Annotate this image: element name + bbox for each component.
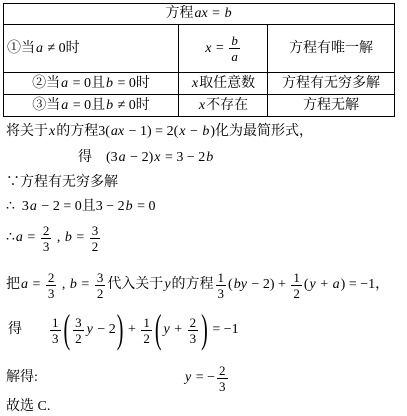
condition-text: = 0且	[69, 75, 105, 91]
variable-y: y	[86, 322, 93, 337]
result-text: 方程无解	[303, 97, 359, 113]
fraction-numerator: 3	[91, 222, 99, 238]
text-segment: =	[23, 230, 39, 245]
fraction	[41, 224, 52, 253]
table-header-row	[4, 4, 395, 25]
condition-cell	[4, 25, 179, 73]
variable-a: a	[332, 277, 340, 292]
variable-a: a	[29, 199, 37, 214]
fraction-numerator: 2	[47, 269, 55, 285]
text-segment: ,	[53, 230, 64, 245]
text-segment: (3	[106, 150, 118, 165]
fraction	[141, 316, 152, 345]
variable-a: a	[36, 40, 43, 56]
variable-y: y	[185, 370, 192, 385]
text-segment: =	[29, 277, 44, 292]
text-segment: 得	[8, 322, 22, 337]
fraction	[229, 34, 240, 63]
fraction	[90, 224, 101, 253]
result-cell	[268, 95, 395, 117]
variable-x: x	[205, 40, 212, 56]
variable-x: x	[179, 124, 186, 139]
variable-a: a	[15, 230, 23, 245]
text-segment: 把	[6, 277, 20, 292]
variable-x: x	[191, 75, 199, 91]
text-segment: −	[186, 124, 202, 139]
condition-text: ②当	[32, 75, 61, 91]
answer-text: 故选 C.	[6, 399, 51, 414]
fraction-numerator: 2	[219, 362, 226, 378]
text-segment: 的方程	[171, 277, 214, 292]
condition-text: ③当	[32, 97, 61, 113]
solution-line-1	[6, 122, 313, 142]
solution-line-3	[6, 173, 118, 193]
fraction-denominator: 3	[217, 285, 225, 301]
text-segment: = −1	[208, 322, 239, 337]
variable-b: b	[64, 230, 72, 245]
text-segment: =	[77, 277, 93, 292]
fraction-denominator: 3	[189, 330, 197, 346]
fraction-denominator: 3	[52, 330, 59, 346]
fraction	[73, 316, 84, 345]
solution-cell	[179, 95, 268, 117]
text-segment: ∴	[6, 230, 15, 245]
table-row	[4, 25, 395, 73]
fraction-denominator: 2	[75, 330, 82, 346]
fraction-numerator: 1	[52, 314, 59, 330]
fraction-denominator: 3	[42, 238, 50, 254]
big-right-paren: )	[116, 308, 124, 352]
variable-by: by	[233, 277, 247, 292]
text-segment: 得	[78, 150, 92, 165]
result-cell	[268, 73, 395, 95]
solution-line-5	[6, 222, 102, 254]
text-segment: =	[72, 230, 88, 245]
variable-y: y	[164, 277, 171, 292]
fraction-numerator: b	[231, 33, 238, 48]
result-text: 方程有唯一解	[289, 40, 373, 56]
solution-line-6	[6, 269, 389, 301]
variable-ax: ax	[110, 124, 125, 139]
text-segment: − 1) = 2(	[125, 124, 179, 139]
text-segment: 将关于	[6, 124, 48, 139]
text-segment: ,	[58, 277, 69, 292]
text-segment: +	[316, 277, 332, 292]
variable-y: y	[309, 277, 316, 292]
variable-b: b	[106, 97, 114, 113]
text-segment: = 3 − 2	[161, 150, 206, 165]
variable-b: b	[202, 124, 210, 139]
condition-cell	[4, 95, 179, 117]
fraction-denominator: 2	[96, 285, 104, 301]
variable-a: a	[21, 277, 28, 292]
table-header-cell	[4, 4, 395, 25]
text-segment: +	[170, 322, 186, 337]
text-segment: )化为最简形式，	[210, 124, 314, 139]
substituted-equation	[48, 308, 239, 352]
big-right-paren: )	[201, 308, 208, 352]
fraction-denominator: 3	[219, 378, 226, 394]
fraction-denominator: 2	[293, 285, 300, 301]
fraction	[216, 271, 227, 300]
result-text: 方程有无穷多解	[282, 75, 380, 91]
solution-line-2	[78, 148, 214, 168]
text-segment: ) = −1，	[340, 277, 390, 292]
header-label: 方程	[165, 6, 194, 21]
solution-line-7	[8, 306, 239, 354]
variable-y: y	[163, 322, 170, 337]
text-segment: 解得:	[6, 370, 38, 385]
variable-b: b	[224, 6, 232, 21]
variable-b: b	[69, 277, 77, 292]
big-left-paren: (	[63, 308, 71, 352]
fraction-denominator: 2	[91, 238, 99, 254]
text-segment: 的方程3(	[56, 124, 110, 139]
text-segment: ∵方程有无穷多解	[6, 175, 118, 190]
fraction	[46, 271, 57, 300]
text-segment: − 2) +	[247, 277, 290, 292]
equals-sign: =	[208, 6, 224, 21]
fraction	[217, 364, 228, 393]
simplified-equation	[106, 150, 214, 166]
variable-b: b	[125, 199, 133, 214]
variable-x: x	[49, 124, 56, 139]
fraction-denominator: 2	[143, 330, 150, 346]
solution-text: 不存在	[206, 97, 249, 113]
variable-ax: ax	[194, 6, 208, 21]
fraction-numerator: 3	[96, 269, 104, 285]
answer-line	[6, 399, 50, 415]
condition-text: = 0时	[114, 75, 150, 91]
text-segment: = −	[192, 370, 216, 385]
variable-b: b	[206, 150, 214, 165]
fraction-numerator: 1	[143, 314, 150, 330]
fraction	[291, 271, 302, 300]
fraction-numerator: 2	[42, 222, 50, 238]
solution-line-4	[6, 197, 156, 217]
solution-cell	[179, 25, 268, 73]
equation-cases-table	[3, 3, 395, 117]
fraction-numerator: 1	[217, 269, 225, 285]
solution-line-8-label	[6, 362, 38, 394]
fraction-numerator: 2	[189, 314, 197, 330]
variable-a: a	[61, 75, 69, 91]
big-left-paren: (	[154, 308, 162, 352]
solution-line-8-result	[184, 362, 230, 394]
variable-b: b	[106, 75, 113, 91]
fraction	[50, 316, 61, 345]
fraction	[188, 316, 199, 345]
variable-a: a	[61, 97, 69, 113]
text-segment: − 2	[93, 322, 116, 337]
text-segment: = 0	[133, 199, 156, 214]
fraction	[95, 271, 106, 300]
text-segment: (	[228, 277, 233, 292]
variable-x: x	[198, 97, 206, 113]
text-segment: 代入关于	[107, 277, 164, 292]
text-segment: ∴ 3	[6, 199, 29, 214]
fraction-numerator: 1	[293, 269, 300, 285]
variable-a: a	[118, 150, 126, 165]
condition-text: ≠ 0时	[44, 40, 80, 56]
text-segment: +	[124, 322, 140, 337]
condition-text: ≠ 0时	[114, 97, 150, 113]
result-cell	[268, 25, 395, 73]
table-row	[4, 73, 395, 95]
text-segment: − 2 = 0且3 − 2	[37, 199, 125, 214]
text-segment: − 2)	[126, 150, 154, 165]
table-row	[4, 95, 395, 117]
condition-cell	[4, 73, 179, 95]
fraction-numerator: 3	[75, 314, 82, 330]
fraction-denominator: a	[231, 49, 238, 64]
text-segment: (	[303, 277, 309, 292]
solution-cell	[179, 73, 268, 95]
condition-text: = 0且	[69, 97, 106, 113]
equals-sign: =	[212, 40, 228, 56]
fraction-denominator: 3	[47, 285, 55, 301]
solution-text: 取任意数	[199, 75, 256, 91]
variable-x: x	[154, 150, 161, 165]
condition-text: ①当	[7, 40, 35, 56]
